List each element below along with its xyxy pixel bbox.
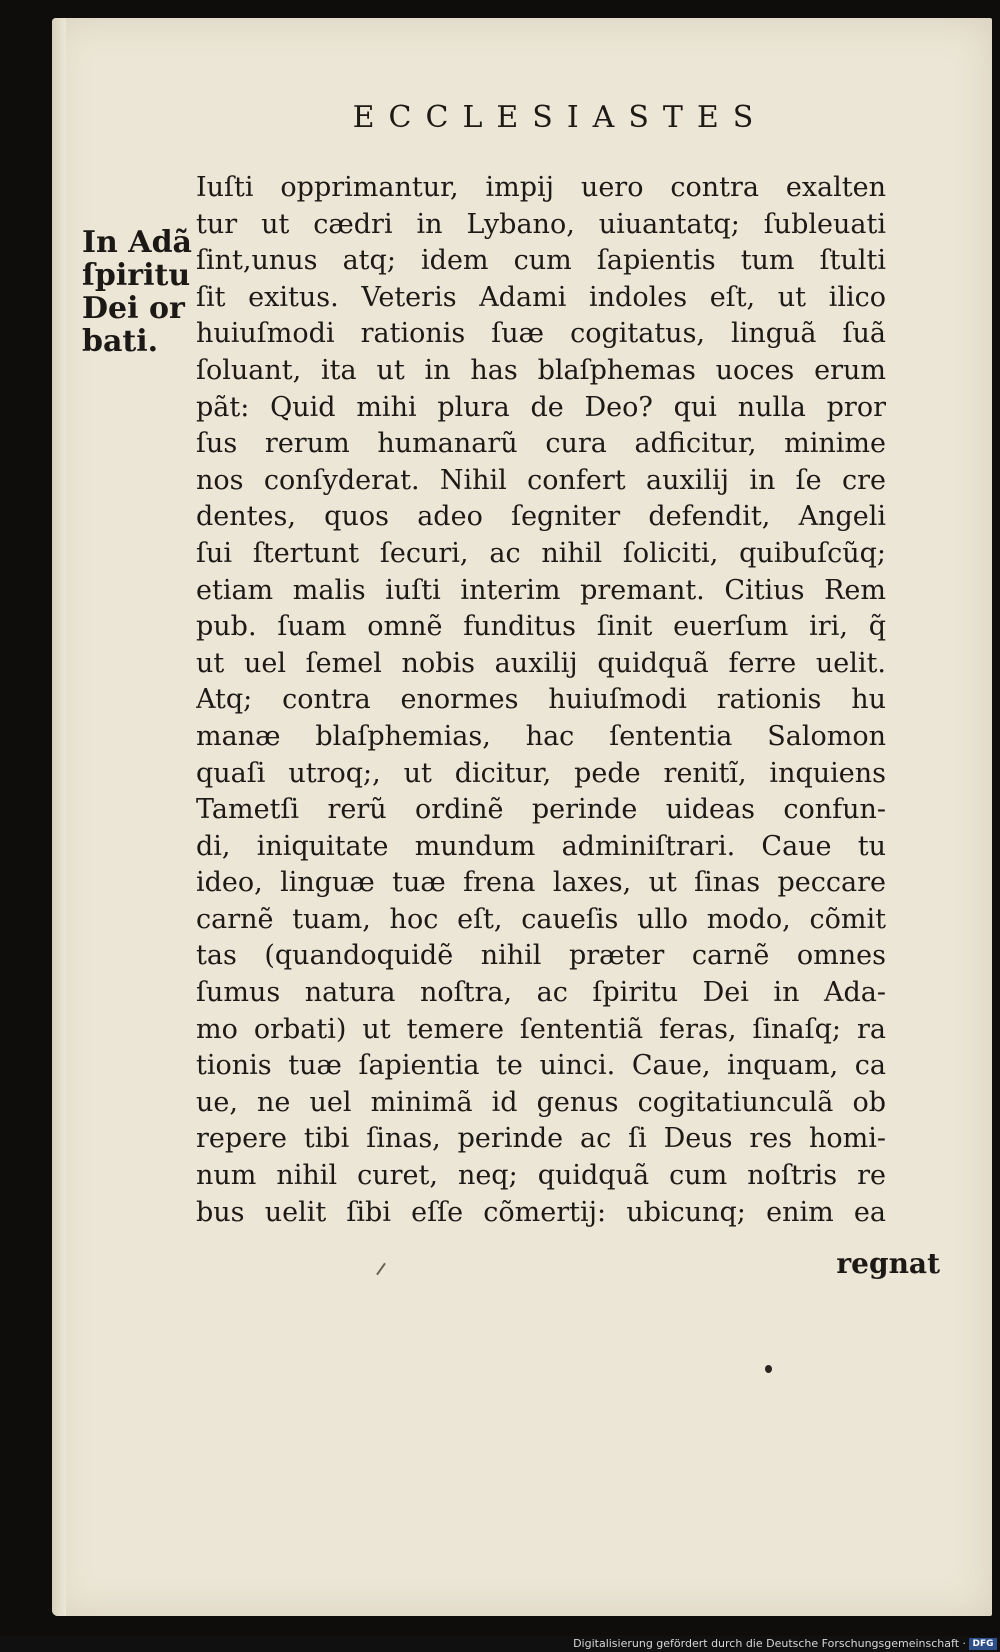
text-line: ideo, linguæ tuæ frena laxes, ut ſinas peccare <box>196 867 886 899</box>
text-line: ſui ſtertunt ſecuri, ac nihil ſoliciti, quibuſcũq; <box>196 537 886 569</box>
text-line: ut uel ſemel nobis auxilij quidquã ferre uelit. <box>196 647 886 679</box>
text-line: mo orbati) ut temere ſententiã feras, ſinaſq; ra <box>196 1013 886 1045</box>
marginal-note-line: In Adã <box>82 225 192 260</box>
ink-dot <box>765 1365 772 1373</box>
text-line: Atq; contra enormes huiuſmodi rationis hu <box>196 684 886 716</box>
text-line: ue, ne uel minimã id genus cogitatiunculã ob <box>196 1086 886 1118</box>
text-line: pãt: Quid mihi plura de Deo? qui nulla pror <box>196 391 886 423</box>
text-line: Tametſi rerũ ordinẽ perinde uideas confun- <box>196 794 886 826</box>
text-line: repere tibi ſinas, perinde ac ſi Deus res homi- <box>196 1123 886 1155</box>
text-line: Iuſti opprimantur, impij uero contra exalten <box>196 172 886 203</box>
marginal-note-line: bati. <box>82 324 159 359</box>
running-head: ECCLESIASTES <box>352 100 768 135</box>
dfg-logo: DFG <box>969 1638 997 1650</box>
footer-credit: Digitalisierung gefördert durch die Deutsche Forschungsgemeinschaft · <box>573 1637 966 1650</box>
text-line: etiam malis iuſti interim premant. Citius Rem <box>196 574 886 606</box>
footer-bar <box>0 1636 1000 1652</box>
text-line: bus uelit ſibi eſſe cõmertij: ubicunq; enim ea <box>196 1196 886 1228</box>
text-line: carnẽ tuam, hoc eſt, caueſis ullo modo, cõmit <box>196 903 886 935</box>
page-gutter-edge <box>52 18 66 1616</box>
text-line: quaſi utroq;, ut dicitur, pede renitĩ, inquiens <box>196 757 886 789</box>
text-line: ſus rerum humanarũ cura adficitur, minime <box>196 428 886 460</box>
marginal-note-line: Dei or <box>82 291 185 326</box>
marginal-note-line: ſpiritu <box>82 258 191 293</box>
text-line: nos conſyderat. Nihil confert auxilij in ſe cre <box>196 464 886 496</box>
text-line: tur ut cædri in Lybano, uiuantatq; ſubleuati <box>196 208 886 240</box>
text-line: huiuſmodi rationis ſuæ cogitatus, linguã ſuã <box>196 318 886 350</box>
text-line: tionis tuæ ſapientia te uinci. Caue, inquam, ca <box>196 1050 886 1082</box>
text-line: ſumus natura noſtra, ac ſpiritu Dei in Ada- <box>196 977 886 1009</box>
text-line: ſint,unus atq; idem cum ſapientis tum ſtulti <box>196 245 886 277</box>
marginal-note <box>82 226 192 358</box>
text-line: manæ blaſphemias, hac ſententia Salomon <box>196 720 886 752</box>
text-line: tas (quandoquidẽ nihil præter carnẽ omnes <box>196 940 886 972</box>
catchword: regnat <box>836 1247 940 1280</box>
text-line: ſoluant, ita ut in has blaſphemas uoces erum <box>196 354 886 386</box>
text-line: pub. ſuam omnẽ funditus ſinit euerſum iri, q̃ <box>196 611 886 643</box>
text-line: di, iniquitate mundum adminiſtrari. Caue tu <box>196 830 886 862</box>
text-line: ſit exitus. Veteris Adami indoles eſt, ut ilico <box>196 281 886 313</box>
text-line: dentes, quos adeo ſegniter defendit, Angeli <box>196 501 886 533</box>
text-line: num nihil curet, neq; quidquã cum noſtris re <box>196 1160 886 1192</box>
body-text <box>196 170 886 1231</box>
